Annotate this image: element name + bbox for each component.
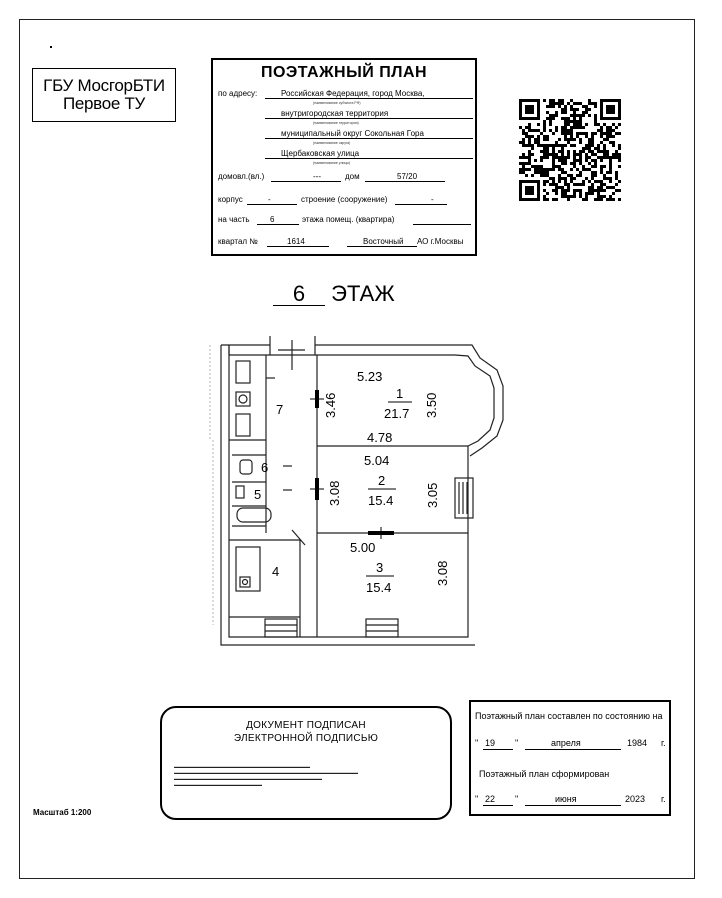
state-month-2: июня [555, 794, 577, 804]
room-2-area: 15.4 [368, 493, 394, 508]
org-line-2: Первое ТУ [62, 94, 146, 113]
part-label: на часть [218, 215, 250, 224]
part-suffix: этажа помещ. (квартира) [302, 215, 395, 224]
kvartal-label: квартал № [218, 237, 258, 246]
state-year-2: 2023 [625, 794, 646, 804]
signature-line-2: ЭЛЕКТРОННОЙ ПОДПИСЬЮ [233, 733, 379, 744]
floor-number: 6 [273, 283, 325, 306]
state-line-1: Поэтажный план составлен по состоянию на [475, 711, 663, 721]
dim-top-room1: 5.23 [357, 369, 383, 384]
dim-bottom-room1: 4.78 [367, 430, 393, 445]
dim-top-room2: 5.04 [364, 453, 390, 468]
room-1-area: 21.7 [384, 406, 410, 421]
signature-fineprint: ▬▬▬▬▬▬▬▬▬▬▬▬▬▬▬▬▬▬▬▬▬▬▬▬▬▬▬▬▬▬▬▬▬▬▬▬▬▬▬▬▬▬▬▬▬▬ [174, 770, 358, 775]
signature-line-1: ДОКУМЕНТ ПОДПИСАН [246, 720, 366, 731]
room-3-area: 15.4 [366, 580, 392, 595]
room-2-number: 2 [378, 473, 386, 488]
kvartal-value: 1614 [287, 237, 305, 246]
korpus-label: корпус [218, 195, 243, 204]
district-value: Восточный [363, 237, 404, 246]
stroenie-value: - [431, 195, 434, 204]
room-label-6: 6 [261, 460, 269, 475]
address-line-4: Щербаковская улица [281, 149, 360, 158]
state-day-1: 19 [485, 738, 496, 748]
room-3-number: 3 [376, 560, 384, 575]
room-label-7: 7 [276, 402, 284, 417]
domovl-label: домовл.(вл.) [218, 172, 265, 181]
room-1-number: 1 [396, 386, 404, 401]
state-year-1: 1984 [627, 738, 648, 748]
dom-label: дом [345, 172, 360, 181]
part-value: 6 [270, 215, 275, 224]
district-suffix: АО г.Москвы [417, 237, 464, 246]
dim-right-room2: 3.05 [425, 482, 440, 508]
signature-fineprint: ▬▬▬▬▬▬▬▬▬▬▬▬▬▬▬▬▬▬▬▬▬▬▬▬▬▬▬▬▬▬▬▬▬▬ [174, 764, 310, 769]
state-month-1: апреля [551, 738, 581, 748]
state-line-2: Поэтажный план сформирован [479, 769, 610, 779]
org-line-1: ГБУ МосгорБТИ [43, 76, 165, 95]
address-line-2: внутригородская территория [281, 109, 389, 118]
room-label-4: 4 [272, 564, 280, 579]
floor-plan-header: ПОЭТАЖНЫЙ ПЛАН по адресу: Российская Федерация, город Москва, (наименование субъекта РФ) внутригородская территория (наименование территории) муниципальный округ Сокольная Гора (наименование округа) Щербаковская улица (наименование улицы) домовл.(вл.) --- дом 57/20 корпус - строение (сооружение) - на часть 6 этажа помещ. (квартира) квартал № 1614 Восточный АО г.Москвы [211, 58, 477, 256]
room-label-5: 5 [254, 487, 262, 502]
address-line-1: Российская Федерация, город Москва, [281, 89, 425, 98]
signature-fineprint: ▬▬▬▬▬▬▬▬▬▬▬▬▬▬▬▬▬▬▬▬▬▬▬▬▬▬▬▬▬▬▬▬▬▬▬▬▬ [174, 776, 322, 781]
dim-right-room3: 3.08 [435, 560, 450, 586]
scale-label: Масштаб 1:200 [33, 808, 92, 817]
stroenie-label: строение (сооружение) [301, 195, 388, 204]
korpus-value: - [268, 195, 271, 204]
floor-label: ЭТАЖ [331, 281, 395, 306]
dom-value: 57/20 [397, 172, 418, 181]
dim-left-room2: 3.08 [327, 480, 342, 506]
domovl-value: --- [313, 172, 321, 181]
dim-right-room1: 3.50 [424, 392, 439, 418]
dim-left-room1: 3.46 [323, 392, 338, 418]
dim-top-room3: 5.00 [350, 540, 376, 555]
state-date-box: Поэтажный план составлен по состоянию на " 19 " апреля 1984 г. Поэтажный план сформирован " 22 " июня 2023 г. [469, 700, 671, 816]
state-suffix-1: г. [661, 738, 666, 748]
state-suffix-2: г. [661, 794, 666, 804]
address-line-3: муниципальный округ Сокольная Гора [281, 129, 424, 138]
signature-fineprint: ▬▬▬▬▬▬▬▬▬▬▬▬▬▬▬▬▬▬▬▬▬▬ [174, 782, 262, 787]
digital-signature-stamp [160, 706, 452, 820]
state-day-2: 22 [485, 794, 496, 804]
address-label: по адресу: [218, 89, 258, 98]
header-title: ПОЭТАЖНЫЙ ПЛАН [260, 64, 428, 81]
